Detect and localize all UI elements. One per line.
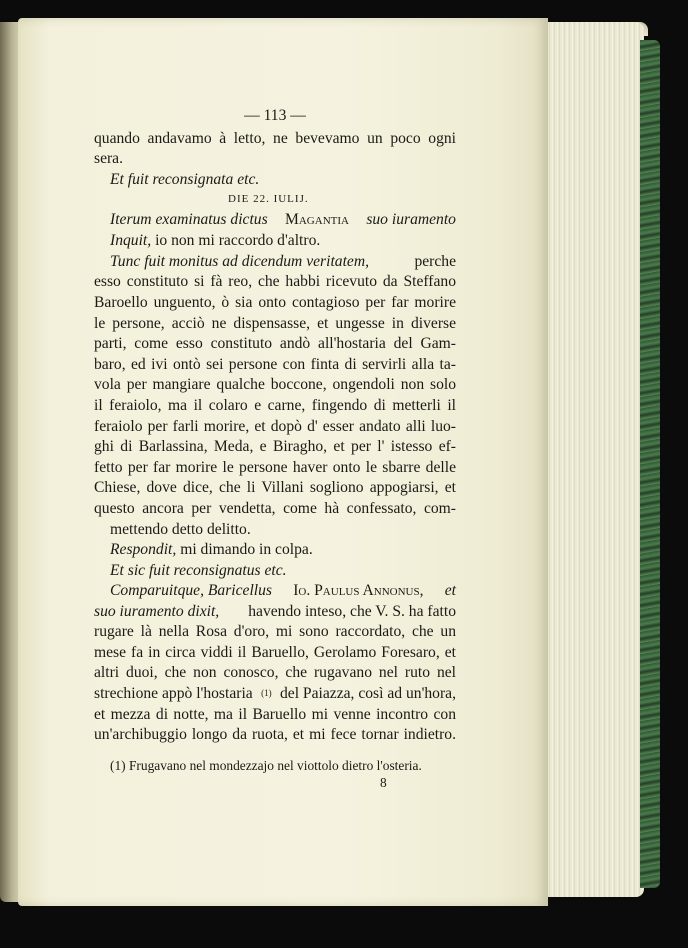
page-block-edges (536, 22, 644, 897)
text-line: Iterum examinatus dictus Magantia suo iuramento (110, 211, 456, 228)
signature-mark: 8 (380, 775, 387, 790)
text-line: Et fuit reconsignata etc. (110, 171, 260, 188)
page-number: — 113 — (244, 107, 306, 124)
text-line: ghi di Barlassina, Meda, e Biragho, et per l' istesso ef- (94, 438, 456, 455)
text-line: sera. (94, 150, 124, 167)
text-line: altri duoi, che non conosco, che rugavano nel ruto nel (94, 664, 456, 681)
book-page (18, 18, 548, 906)
text-line: esso constituto si fà reo, che habbi ricevuto da Steffano (94, 273, 456, 290)
text-line: vola per mangiare qualche boccone, ongendoli non solo (94, 376, 456, 393)
text-line: le persone, acciò ne dispensasse, et ungesse in diverse (94, 315, 456, 332)
text-line: feraiolo per farli morire, et dopò d' esser andato alli luo- (94, 418, 456, 435)
date-heading: DIE 22. IULIJ. (228, 193, 309, 205)
text-line: rugare là nella Rosa d'oro, mi sono raccordato, che un (94, 623, 456, 640)
text-line: Et sic fuit reconsignatus etc. (110, 562, 287, 579)
text-line: Chiese, dove dice, che li Villani sogliono appogiarsi, et (94, 479, 456, 496)
text-line: Baroello unguento, ò sia onto contagioso per far morire (94, 294, 456, 311)
text-line: un'archibuggio longo da ruota, et mi fece tornar indietro. (94, 726, 456, 743)
text-line: Tunc fuit monitus ad dicendum veritatem, perche (110, 253, 456, 270)
text-line: baro, ed ivi ontò sei persone con finta di servirli alla ta- (94, 356, 456, 373)
text-line: et mezza di notte, ma il Baruello mi venne incontro con (94, 706, 456, 723)
text-line: mettendo detto delitto. (110, 521, 251, 538)
text-line: Inquit, io non mi raccordo d'altro. (110, 232, 321, 249)
marbled-cover (640, 40, 660, 888)
text-line: questo ancora per vendetta, come hà confessato, com- (94, 500, 456, 517)
text-line: il feraiolo, ma il colaro e carne, fingendo di metterli il (94, 397, 456, 414)
text-line: fetto per far morire le persone haver onto le sbarre delle (94, 459, 456, 476)
footnote: (1) Frugavano nel mondezzajo nel viottolo dietro l'osteria. (110, 758, 422, 773)
text-line: quando andavamo à letto, ne bevevamo un poco ogni (94, 130, 456, 147)
text-line: Respondit, mi dimando in colpa. (110, 541, 313, 558)
text-line: parti, come esso constituto andò all'hostaria del Gam- (94, 335, 456, 352)
footnote-marker: (1) (261, 688, 272, 698)
text-line: suo iuramento dixit, havendo inteso, che V. S. ha fatto (94, 603, 456, 620)
text-line: mese fa in circa viddi il Baruello, Gerolamo Foresaro, et (94, 644, 456, 661)
text-line: Comparuitque, Baricellus Io. Paulus Annonus, et (110, 582, 456, 599)
text-line: strechione appò l'hostaria (1) del Paiazza, così ad un'hora, (94, 685, 456, 702)
